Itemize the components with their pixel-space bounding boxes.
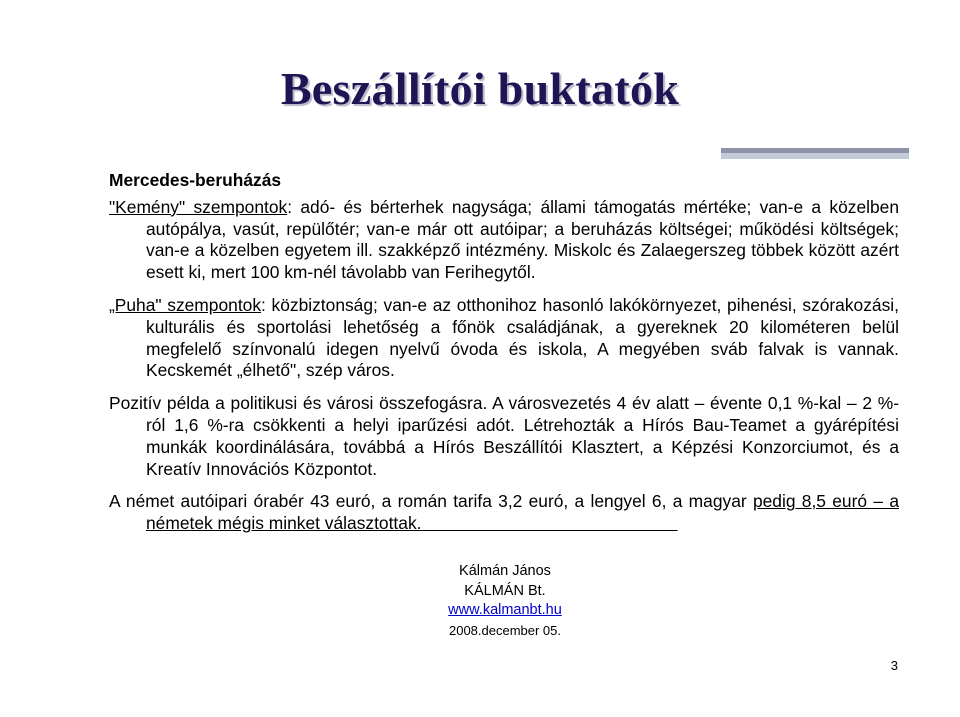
section-heading: Mercedes-beruházás <box>109 170 282 190</box>
wages-text: A német autóipari órabér 43 euró, a román tarifa 3,2 euró, a lengyel 6, a magyar <box>109 491 753 512</box>
page-number: 3 <box>890 658 898 673</box>
soft-criteria-term: „Puha" szempontok <box>109 294 262 315</box>
slide-body <box>109 170 899 535</box>
soft-criteria-text: : közbiztonság; van-e az otthonihoz hasonló lakókörnyezet, pihenési, szórakozási, kulturális és sportolási lehetőség a főnök családjának, a gyereknek 20 kilométeren belül megfelelő színvonalú idegen nyelvű óvoda és iskola, A megyében sváb falvak is vannak. Kecskemét „élhető", szép város. <box>146 294 899 381</box>
footer-company: KÁLMÁN Bt. <box>464 582 546 599</box>
paragraph-wages <box>109 491 899 535</box>
footer <box>380 562 630 640</box>
hard-criteria-text: : adó- és bérterhek nagysága; állami támogatás mértéke; van-e a közelben autópálya, vasút, repülőtér; van-e már ott autóipar; a beruházás költségei; működési költségek; van-e a közelben egyetem ill. szakképző intézmény. Miskolc és Zalaegerszeg többek között azért esett ki, mert 100 km-nél távolabb van Ferihegytől. <box>146 196 900 283</box>
paragraph-positive-example: Pozitív példa a politikusi és városi összefogásra. A városvezetés 4 év alatt – évente 0,1 %-kal – 2 %-ról 1,6 %-ra csökkenti a helyi iparűzési adót. Létrehozták a Hírós Bau-Teamet a gyárépítési munkák koordinálására, továbbá a Hírós Beszállítói Klasztert, a Képzési Konzorciumot, és a Kreatív Innovációs Központot. <box>109 393 899 479</box>
wages-underlined-text: pedig 8,5 euró – a németek mégis minket választottak. <box>146 491 899 534</box>
paragraph-soft-criteria <box>109 295 899 382</box>
title-rule-light <box>721 153 909 159</box>
wages-underline-trail <box>421 513 677 533</box>
slide-title: Beszállítói buktatók <box>280 63 680 114</box>
paragraph-hard-criteria <box>109 197 899 284</box>
hard-criteria-term: "Kemény" szempontok <box>109 196 288 217</box>
footer-website-link[interactable]: www.kalmanbt.hu <box>448 602 562 618</box>
footer-date: 2008.december 05. <box>448 622 562 638</box>
footer-author: Kálmán János <box>459 563 551 579</box>
